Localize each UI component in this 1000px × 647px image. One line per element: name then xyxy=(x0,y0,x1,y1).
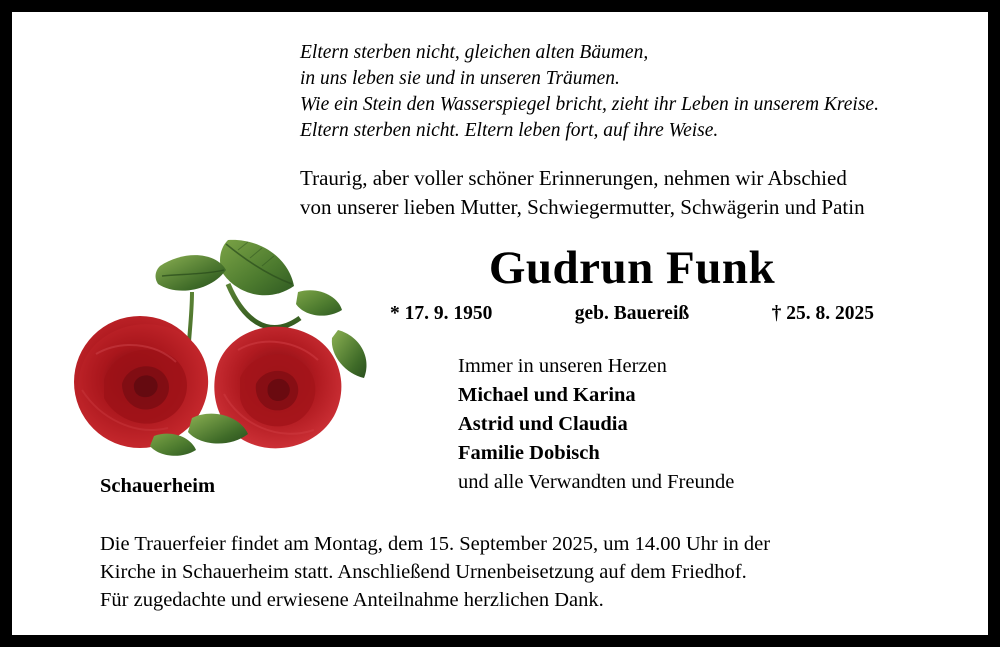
birth-date: * 17. 9. 1950 xyxy=(390,303,493,324)
family-heading: Immer in unseren Herzen xyxy=(458,355,667,377)
intro-line-1: Traurig, aber voller schöner Erinnerungen, nehmen wir Abschied xyxy=(300,166,847,190)
intro-block xyxy=(300,164,865,222)
leaf-bottom-left xyxy=(150,434,196,456)
poem-line-2: in uns leben sie und in unseren Träumen. xyxy=(300,68,620,89)
death-date: † 25. 8. 2025 xyxy=(771,303,874,324)
funeral-line-1: Die Trauerfeier findet am Montag, dem 15. September 2025, um 14.00 Uhr in der xyxy=(100,533,771,555)
funeral-line-3: Für zugedachte und erwiesene Anteilnahme herzlichen Dank. xyxy=(100,589,604,611)
roses-image xyxy=(42,222,382,472)
poem-line-3: Wie ein Stein den Wasserspiegel bricht, zieht ihr Leben in unserem Kreise. xyxy=(300,94,879,115)
family-block xyxy=(458,352,734,497)
family-member-3: Familie Dobisch xyxy=(458,442,600,464)
family-member-1: Michael und Karina xyxy=(458,384,636,406)
deceased-name: Gudrun Funk xyxy=(488,242,776,294)
funeral-details xyxy=(100,530,770,614)
obituary-inner xyxy=(12,12,988,635)
leaf-upper-left xyxy=(156,255,226,290)
deceased-dates xyxy=(382,303,882,325)
intro-line-2: von unserer lieben Mutter, Schwiegermutter, Schwägerin und Patin xyxy=(300,195,865,219)
poem-block xyxy=(300,40,879,144)
family-closing: und alle Verwandten und Freunde xyxy=(458,471,735,493)
roses-illustration xyxy=(42,222,382,472)
poem-line-4: Eltern sterben nicht. Eltern leben fort, auf ihre Weise. xyxy=(300,120,719,141)
family-member-2: Astrid und Claudia xyxy=(458,413,628,435)
poem-line-1: Eltern sterben nicht, gleichen alten Bäumen, xyxy=(300,42,649,63)
maiden-name: geb. Bauereiß xyxy=(574,303,690,324)
place-label: Schauerheim xyxy=(100,475,216,497)
leaf-right xyxy=(296,290,342,315)
funeral-line-2: Kirche in Schauerheim statt. Anschließend Urnenbeisetzung auf dem Friedhof. xyxy=(100,561,747,583)
